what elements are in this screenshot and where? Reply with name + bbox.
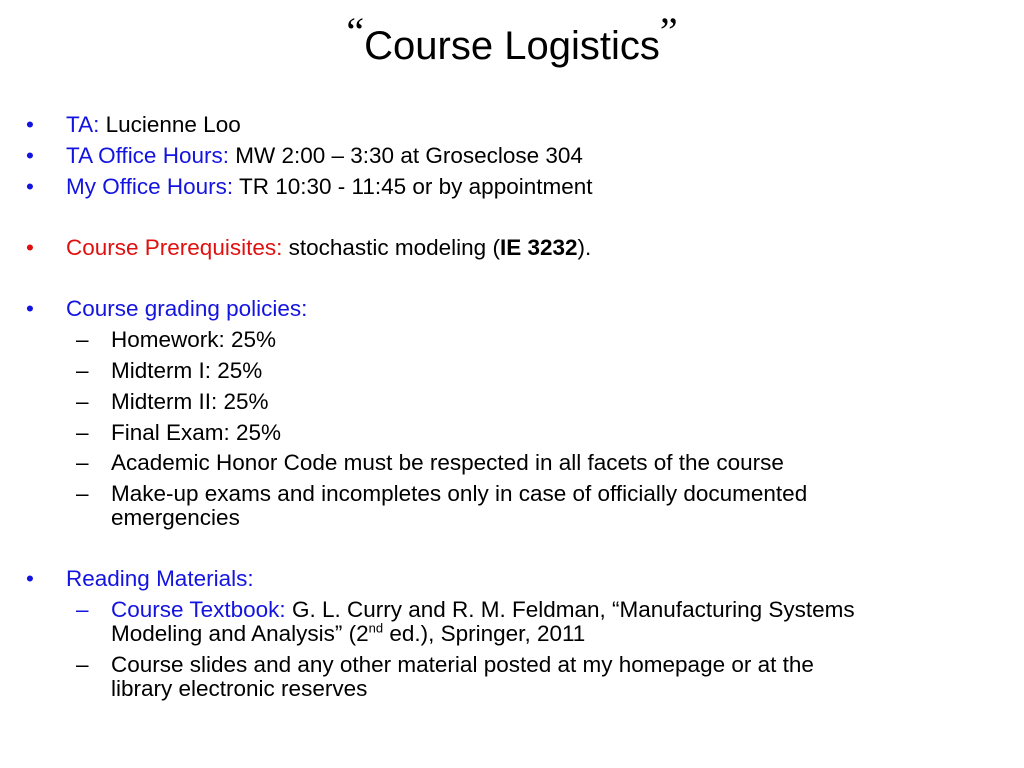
dash-icon: – <box>76 420 89 445</box>
ta-value: Lucienne Loo <box>99 112 241 137</box>
textbook-text-2-after: ed.), Springer, 2011 <box>383 621 586 646</box>
reading-label: Reading Materials: <box>66 566 254 591</box>
grading-item-makeup-line-1: Make-up exams and incompletes only in case of officially documented <box>111 481 808 506</box>
ta-hours-value: MW 2:00 – 3:30 at Groseclose 304 <box>228 143 583 168</box>
grading-item-honor-code: Academic Honor Code must be respected in all facets of the course <box>111 450 784 475</box>
title-close-quote: ” <box>659 9 678 54</box>
bullet-icon: • <box>26 566 34 591</box>
dash-icon: – <box>76 327 89 352</box>
textbook-text-1: G. L. Curry and R. M. Feldman, “Manufacturing Systems <box>285 597 855 622</box>
title-text: Course Logistics <box>364 24 660 68</box>
bullet-icon: • <box>26 174 34 199</box>
ta-label: TA: <box>66 112 100 137</box>
prereq-text-before: stochastic modeling ( <box>282 235 500 260</box>
dash-icon: – <box>76 358 89 383</box>
dash-icon: – <box>76 652 89 677</box>
grading-item-midterm-1: Midterm I: 25% <box>111 358 263 383</box>
textbook-superscript: nd <box>368 620 384 636</box>
ta-line <box>66 112 241 138</box>
grading-item-final-exam: Final Exam: 25% <box>111 420 282 445</box>
my-hours-value: TR 10:30 - 11:45 or by appointment <box>233 174 593 199</box>
prereq-label: Course Prerequisites: <box>66 235 283 260</box>
title-open-quote: “ <box>346 9 365 54</box>
slides-line-2: library electronic reserves <box>111 676 368 701</box>
prereq-course-code: IE 3232 <box>499 235 578 260</box>
bullet-icon: • <box>26 112 34 137</box>
textbook-line-1 <box>111 597 855 623</box>
my-hours-label: My Office Hours: <box>66 174 234 199</box>
prereq-line <box>66 235 591 261</box>
bullet-icon: • <box>26 143 34 168</box>
textbook-text-2-before: Modeling and Analysis” (2 <box>111 621 369 646</box>
dash-icon: – <box>76 389 89 414</box>
grading-item-midterm-2: Midterm II: 25% <box>111 389 269 414</box>
slide-title <box>0 9 1024 74</box>
dash-icon: – <box>76 481 89 506</box>
ta-hours-line <box>66 143 583 169</box>
textbook-line-2 <box>111 621 585 647</box>
textbook-label: Course Textbook: <box>111 597 286 622</box>
prereq-text-after: ). <box>577 235 592 260</box>
dash-icon: – <box>76 450 89 475</box>
grading-label: Course grading policies: <box>66 296 308 321</box>
bullet-icon: • <box>26 235 34 260</box>
grading-item-homework: Homework: 25% <box>111 327 277 352</box>
my-hours-line <box>66 174 593 200</box>
ta-hours-label: TA Office Hours: <box>66 143 229 168</box>
grading-item-makeup-line-2: emergencies <box>111 505 240 530</box>
dash-icon: – <box>76 597 89 622</box>
bullet-icon: • <box>26 296 34 321</box>
slides-line-1: Course slides and any other material posted at my homepage or at the <box>111 652 814 677</box>
